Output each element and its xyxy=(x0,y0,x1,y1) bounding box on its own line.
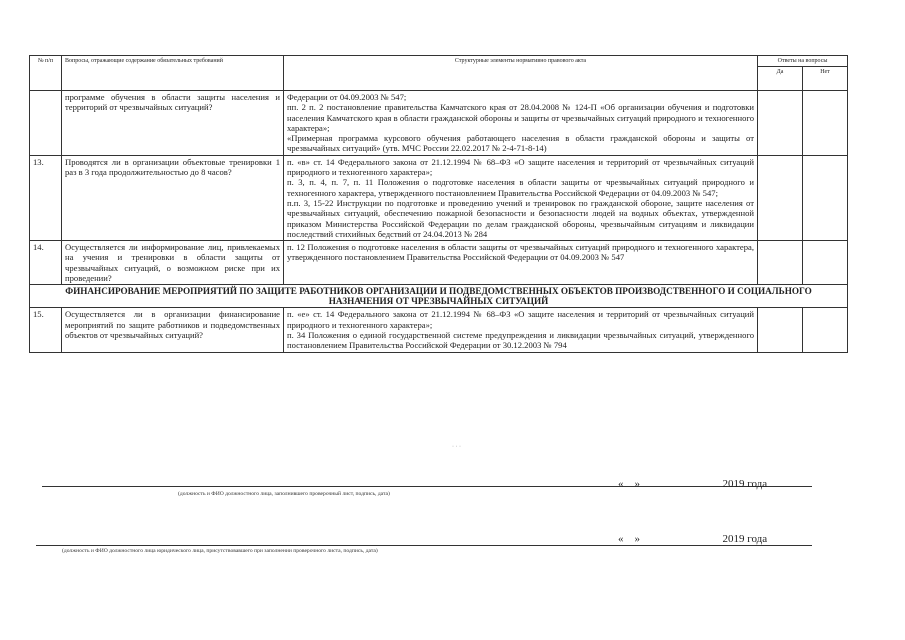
answer-yes-cell[interactable] xyxy=(758,155,803,240)
answer-yes-cell[interactable] xyxy=(758,308,803,352)
row-question: Осуществляется ли информирование лиц, привлекаемых на учения и тренировки в области защиты от чрезвычайных ситуаций, о возможном риске при их проведении? xyxy=(62,241,284,285)
signature-caption-inspector: (должность и ФИО должностного лица, заполнившего проверочный лист, подпись, дата) xyxy=(178,491,390,497)
signature-date-inspector: « » 2019 года xyxy=(618,478,768,490)
table-row xyxy=(30,308,848,352)
answer-no-cell[interactable] xyxy=(803,241,848,285)
answer-yes-cell[interactable] xyxy=(758,91,803,156)
row-references xyxy=(284,91,758,156)
section-row xyxy=(30,285,848,308)
reference-item: пп. 2 п. 2 постановление правительства Камчатского края от 28.04.2008 № 124-П «Об организации обучения и подготовки населения Камчатского края в области гражданской обороны и защиты от чрезвычайных ситуаций природного и техногенного характера»; xyxy=(287,102,754,133)
answer-no-cell[interactable] xyxy=(803,308,848,352)
table-row xyxy=(30,241,848,285)
table-row xyxy=(30,91,848,156)
row-references xyxy=(284,308,758,352)
row-references xyxy=(284,155,758,240)
row-question: программе обучения в области защиты населения и территорий от чрезвычайных ситуаций? xyxy=(62,91,284,156)
table-header-row xyxy=(30,56,848,67)
answer-no-cell[interactable] xyxy=(803,155,848,240)
reference-item: п. 12 Положения о подготовке населения в области защиты от чрезвычайных ситуаций природного и техногенного характера, утвержденного постановлением Правительства Российской Федерации от 04.09.2003 № 547 xyxy=(287,242,754,263)
header-yes: Да xyxy=(758,67,803,91)
signature-caption-representative: (должность и ФИО должностного лица юридического лица, присутствовавшего при заполнении проверочного листа, подпись, дата) xyxy=(62,548,378,554)
row-question: Осуществляется ли в организации финансирование мероприятий по защите работников и подведомственных объектов от чрезвычайных ситуаций? xyxy=(62,308,284,352)
reference-item: п. «в» ст. 14 Федерального закона от 21.12.1994 № 68–ФЗ «О защите населения и территорий от чрезвычайных ситуаций природного и техногенного характера»; xyxy=(287,156,754,178)
answer-yes-cell[interactable] xyxy=(758,241,803,285)
section-title: ФИНАНСИРОВАНИЕ МЕРОПРИЯТИЙ ПО ЗАЩИТЕ РАБОТНИКОВ ОРГАНИЗАЦИИ И ПОДВЕДОМСТВЕННЫХ ОБЪЕКТОВ ПРОИЗВОДСТВЕННОГО И СОЦИАЛЬНОГО НАЗНАЧЕНИЯ ОТ ЧРЕЗВЫЧАЙНЫХ СИТУАЦИЙ xyxy=(30,285,848,308)
reference-item: п. 3, п. 4, п. 7, п. 11 Положения о подготовке населения в области защиты от чрезвычайных ситуаций природного и техногенного характера, утвержденного постановлением Правительства Российской Федерации от 04.09.2003 № 547; xyxy=(287,177,754,198)
header-answers: Ответы на вопросы xyxy=(758,56,848,67)
row-number: 13. xyxy=(30,155,62,240)
row-number: 15. xyxy=(30,308,62,352)
reference-item: «Примерная программа курсового обучения работающего населения в области гражданской обороны и защиты от чрезвычайных ситуаций» (утв. МЧС России 22.02.2017 № 2-4-71-8-14) xyxy=(287,133,754,154)
header-num: № п/п xyxy=(30,56,62,91)
row-question: Проводятся ли в организации объектовые тренировки 1 раз в 3 года продолжительностью до 8 часов? xyxy=(62,155,284,240)
checklist-table xyxy=(29,55,848,353)
reference-item: Федерации от 04.09.2003 № 547; xyxy=(287,92,407,102)
reference-item: п. «е» ст. 14 Федерального закона от 21.12.1994 № 68–ФЗ «О защите населения и территорий от чрезвычайных ситуаций природного и техногенного характера»; xyxy=(287,309,754,330)
signature-line-representative[interactable] xyxy=(36,545,812,546)
header-question: Вопросы, отражающие содержание обязательных требований xyxy=(62,56,284,91)
scan-speck: · · · xyxy=(452,444,461,450)
row-references xyxy=(284,241,758,285)
reference-item: п.п. 3, 15-22 Инструкции по подготовке и проведению учений и тренировок по гражданской обороне, защите населения от чрезвычайных ситуаций, обеспечению пожарной безопасности и безопасности людей на водных объектах, утвержденной приказом Министерства Российской Федерации по делам гражданской обороны, чрезвычайным ситуациям и ликвидации последствий стихийных бедствий от 24.04.2013 № 284 xyxy=(287,197,754,239)
reference-item: п. 34 Положения о единой государственной системе предупреждения и ликвидации чрезвычайных ситуаций, утвержденного постановлением Правительства Российской Федерации от 30.12.2003 № 794 xyxy=(287,329,754,351)
header-no: Нет xyxy=(803,67,848,91)
header-structure: Структурные элементы нормативно правового акта xyxy=(284,56,758,91)
signature-date-representative: « » 2019 года xyxy=(618,533,768,545)
row-number xyxy=(30,91,62,156)
answer-no-cell[interactable] xyxy=(803,91,848,156)
row-number: 14. xyxy=(30,241,62,285)
table-row xyxy=(30,155,848,240)
